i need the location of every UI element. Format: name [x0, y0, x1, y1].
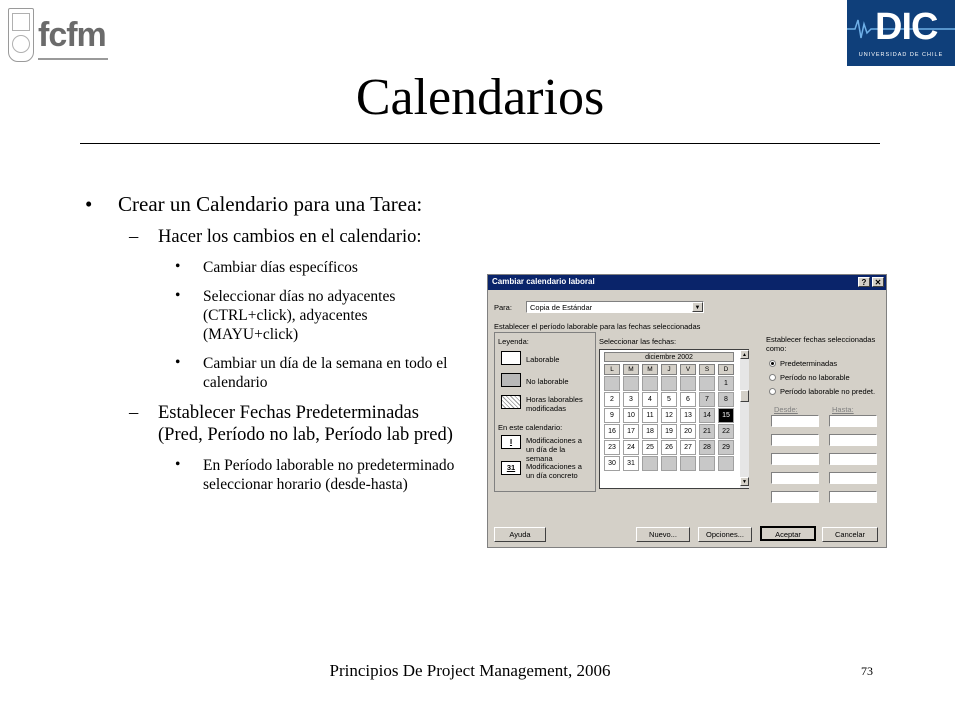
dic-logo-subtitle: UNIVERSIDAD DE CHILE: [858, 52, 944, 58]
slide-body: [85, 192, 460, 504]
calendar-day-cell[interactable]: [604, 376, 620, 391]
desde-time-field[interactable]: [771, 491, 819, 503]
calendar-day-cell[interactable]: 22: [718, 424, 734, 439]
en-este-calendario-label: En este calendario:: [498, 423, 563, 432]
bullet-marker: •: [175, 258, 181, 275]
sub-sub-bullet-text: Seleccionar días no adyacentes (CTRL+click), adyacentes (MAYU+click): [203, 288, 396, 343]
specific-day-change-icon: 31: [501, 461, 521, 475]
calendar-day-cell[interactable]: 11: [642, 408, 658, 423]
calendar-day-cell[interactable]: 18: [642, 424, 658, 439]
radio-periodo-no-laborable[interactable]: [769, 374, 776, 381]
hasta-time-field[interactable]: [829, 434, 877, 446]
calendar-day-header[interactable]: L: [604, 364, 620, 375]
sub-sub-bullet-item: [85, 354, 460, 392]
establecer-como-label: Establecer fechas seleccionadas como:: [766, 335, 876, 353]
radio-label-periodo-laborable-no-predet: Período laborable no predet.: [780, 387, 876, 396]
calendar-day-cell[interactable]: 2: [604, 392, 620, 407]
sub-sub-bullet-text: Cambiar un día de la semana en todo el calendario: [203, 355, 448, 391]
aceptar-button[interactable]: Aceptar: [760, 526, 816, 541]
calendar-day-cell[interactable]: [718, 456, 734, 471]
sub-bullet-text: Establecer Fechas Predeterminadas (Pred, Período no lab, Período lab pred): [158, 403, 453, 445]
radio-periodo-laborable-no-predet[interactable]: [769, 388, 776, 395]
calendar-day-cell[interactable]: 10: [623, 408, 639, 423]
calendar-day-header[interactable]: J: [661, 364, 677, 375]
para-select[interactable]: [526, 301, 704, 313]
working-day-swatch: [501, 351, 521, 365]
calendar-day-cell[interactable]: 12: [661, 408, 677, 423]
dic-logo: [847, 0, 955, 66]
nuevo-button[interactable]: Nuevo...: [636, 527, 690, 542]
sub-bullet-item: [85, 402, 460, 446]
legend-label-no-laborable: No laborable: [526, 377, 569, 386]
hasta-label: Hasta:: [832, 405, 854, 414]
weekday-change-icon: I: [501, 435, 521, 449]
desde-time-field[interactable]: [771, 472, 819, 484]
calendar-day-cell[interactable]: 20: [680, 424, 696, 439]
para-select-value: Copia de Estándar: [530, 303, 593, 312]
calendar-day-cell[interactable]: 9: [604, 408, 620, 423]
calendar-day-cell[interactable]: 13: [680, 408, 696, 423]
university-shield-icon: [8, 8, 34, 62]
calendar-day-cell[interactable]: [661, 456, 677, 471]
calendar-day-cell[interactable]: 17: [623, 424, 639, 439]
calendar-day-cell[interactable]: [699, 456, 715, 471]
seleccionar-fechas-label: Seleccionar las fechas:: [599, 337, 677, 346]
calendar-day-cell[interactable]: [642, 456, 658, 471]
hasta-time-field[interactable]: [829, 415, 877, 427]
calendar-day-cell[interactable]: 25: [642, 440, 658, 455]
fcfm-logo-text: fcfm: [38, 16, 106, 54]
calendar-day-cell[interactable]: 31: [623, 456, 639, 471]
calendar-day-cell[interactable]: 29: [718, 440, 734, 455]
calendar-day-cell[interactable]: 8: [718, 392, 734, 407]
radio-label-predeterminadas: Predeterminadas: [780, 359, 838, 368]
calendar-grid[interactable]: [599, 349, 749, 489]
legend-label-laborable: Laborable: [526, 355, 560, 364]
sub-sub-bullet-text: En Período laborable no predeterminado seleccionar horario (desde-hasta): [203, 457, 455, 493]
calendar-day-cell[interactable]: 1: [718, 376, 734, 391]
calendar-day-header[interactable]: S: [699, 364, 715, 375]
dic-logo-text: DIC: [875, 6, 938, 48]
desde-time-field[interactable]: [771, 415, 819, 427]
calendar-day-header[interactable]: M: [623, 364, 639, 375]
cancelar-button[interactable]: Cancelar: [822, 527, 878, 542]
page-number: 73: [861, 664, 873, 678]
sub-sub-bullet-text: Cambiar días específicos: [203, 259, 358, 276]
sub-bullet-text: Hacer los cambios en el calendario:: [158, 227, 422, 247]
bullet-item: [85, 192, 460, 216]
slide-title: Calendarios: [355, 69, 605, 126]
sub-bullet-item: [85, 226, 460, 248]
fcfm-logo: [8, 6, 108, 64]
calendar-day-cell[interactable]: [699, 376, 715, 391]
scroll-up-arrow-icon[interactable]: ▲: [740, 350, 749, 359]
opciones-button[interactable]: Opciones...: [698, 527, 752, 542]
bullet-marker: •: [175, 287, 181, 304]
calendar-month-header: diciembre 2002: [604, 352, 734, 362]
calendar-scrollbar[interactable]: [740, 350, 749, 488]
calendar-day-cell[interactable]: 23: [604, 440, 620, 455]
radio-predeterminadas[interactable]: [769, 360, 776, 367]
calendar-day-cell[interactable]: 4: [642, 392, 658, 407]
dialog-titlebar: [488, 275, 886, 290]
chevron-down-icon[interactable]: ▼: [692, 302, 703, 312]
calendar-day-cell[interactable]: [680, 456, 696, 471]
calendar-day-cell[interactable]: [642, 376, 658, 391]
calendar-day-cell[interactable]: 26: [661, 440, 677, 455]
calendar-day-header[interactable]: M: [642, 364, 658, 375]
scroll-down-arrow-icon[interactable]: ▼: [740, 477, 749, 486]
non-working-swatch: [501, 373, 521, 387]
calendar-day-cell[interactable]: [661, 376, 677, 391]
sub-sub-bullet-item: [85, 456, 460, 494]
desde-time-field[interactable]: [771, 434, 819, 446]
title-divider: [80, 143, 880, 144]
legend-label-horas-modificadas: Horas laborables modificadas: [526, 395, 583, 413]
help-button[interactable]: ?: [858, 277, 870, 287]
bullet-marker: •: [175, 456, 181, 473]
calendar-day-cell[interactable]: 24: [623, 440, 639, 455]
desde-time-field[interactable]: [771, 453, 819, 465]
close-button[interactable]: ✕: [872, 277, 884, 287]
calendar-day-cell[interactable]: [623, 376, 639, 391]
calendar-day-cell[interactable]: 15: [718, 408, 734, 423]
logo-underline: [38, 58, 108, 60]
modified-hours-swatch: [501, 395, 521, 409]
sub-sub-bullet-item: [85, 287, 460, 344]
leyenda-label: Leyenda:: [498, 337, 529, 346]
hasta-time-field[interactable]: [829, 472, 877, 484]
calendar-day-cell[interactable]: 27: [680, 440, 696, 455]
slide-footer: Principios De Project Management, 2006: [329, 661, 611, 680]
calendar-day-header[interactable]: D: [718, 364, 734, 375]
calendar-day-cell[interactable]: 7: [699, 392, 715, 407]
radio-label-periodo-no-laborable: Período no laborable: [780, 373, 850, 382]
calendar-day-cell[interactable]: 6: [680, 392, 696, 407]
calendar-day-cell[interactable]: 14: [699, 408, 715, 423]
sub-sub-bullet-item: [85, 258, 460, 277]
calendar-day-cell[interactable]: 3: [623, 392, 639, 407]
calendar-day-cell[interactable]: 19: [661, 424, 677, 439]
calendar-day-cell[interactable]: 30: [604, 456, 620, 471]
dash-marker: –: [129, 403, 139, 423]
ayuda-button[interactable]: Ayuda: [494, 527, 546, 542]
desde-label: Desde:: [774, 405, 798, 414]
calendar-day-cell[interactable]: [680, 376, 696, 391]
change-working-calendar-dialog: [487, 274, 887, 548]
bullet-marker: •: [85, 192, 93, 216]
hasta-time-field[interactable]: [829, 453, 877, 465]
bullet-marker: •: [175, 354, 181, 371]
legend-label-modif-dia-semana: Modificaciones a un día de la semana: [526, 436, 582, 463]
calendar-day-cell[interactable]: 21: [699, 424, 715, 439]
dialog-title: Cambiar calendario laboral: [492, 277, 595, 286]
calendar-day-header[interactable]: V: [680, 364, 696, 375]
legend-label-modif-dia-concreto: Modificaciones a un día concreto: [526, 462, 582, 480]
dash-marker: –: [129, 227, 139, 247]
calendar-day-cell[interactable]: 16: [604, 424, 620, 439]
calendar-day-cell[interactable]: 28: [699, 440, 715, 455]
hasta-time-field[interactable]: [829, 491, 877, 503]
scroll-thumb[interactable]: [740, 390, 749, 402]
establecer-label: Establecer el período laborable para las fechas seleccionadas: [494, 322, 701, 331]
bullet-text: Crear un Calendario para una Tarea:: [118, 192, 423, 216]
para-label: Para:: [494, 303, 512, 312]
calendar-day-cell[interactable]: 5: [661, 392, 677, 407]
